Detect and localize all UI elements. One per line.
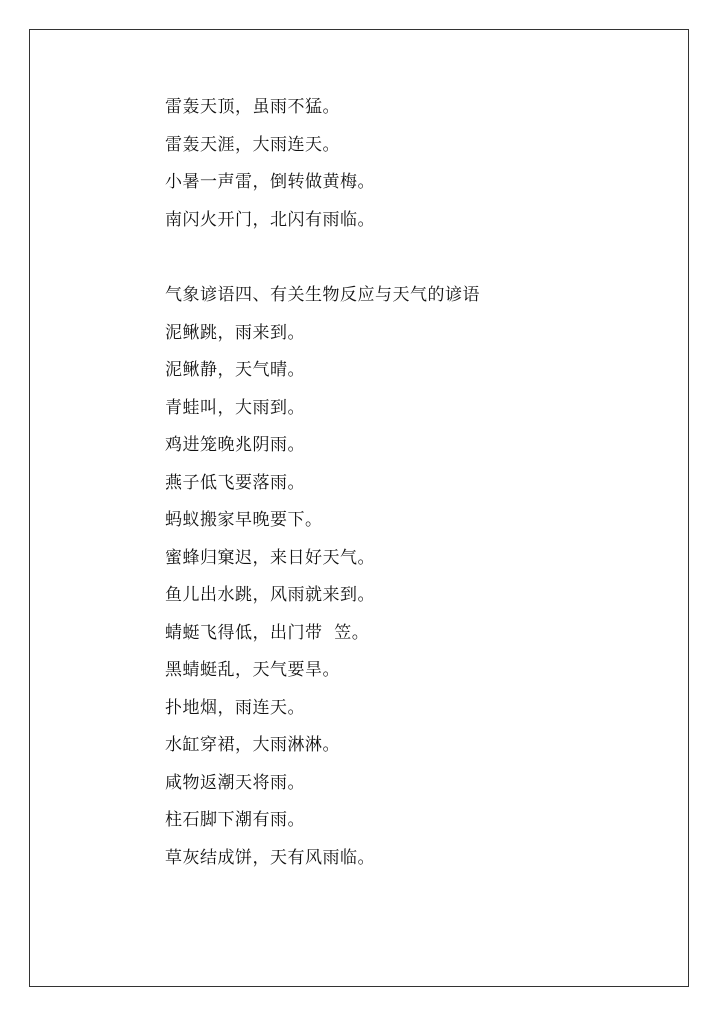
proverb-line: 水缸穿裙，大雨淋淋。 xyxy=(165,735,340,755)
proverb-line: 扑地烟，雨连天。 xyxy=(165,697,305,718)
document-body xyxy=(165,89,645,877)
proverb-line: 黑蜻蜓乱，天气要旱。 xyxy=(165,660,340,680)
proverb-line: 鸡进笼晚兆阴雨。 xyxy=(165,435,305,455)
proverb-line: 雷轰天涯，大雨连天。 xyxy=(165,134,340,155)
proverb-line: 小暑一声雷，倒转做黄梅。 xyxy=(165,172,375,192)
proverb-line: 柱石脚下潮有雨。 xyxy=(165,810,305,830)
proverb-line: 南闪火开门，北闪有雨临。 xyxy=(165,209,375,230)
proverb-line: 泥鳅静，天气晴。 xyxy=(165,360,305,380)
proverb-line: 蚂蚁搬家早晚要下。 xyxy=(165,510,323,530)
proverb-line: 雷轰天顶，虽雨不猛。 xyxy=(165,97,340,117)
proverb-line: 鱼儿出水跳，风雨就来到。 xyxy=(165,585,375,605)
proverb-line: 蜻蜓飞得低，出门带 笠。 xyxy=(165,622,370,643)
proverb-line: 草灰结成饼，天有风雨临。 xyxy=(165,847,375,868)
section-spacer xyxy=(165,239,645,277)
section-heading: 气象谚语四、有关生物反应与天气的谚语 xyxy=(165,285,480,305)
proverb-line: 咸物返潮天将雨。 xyxy=(165,772,305,793)
proverb-line: 蜜蜂归窠迟，来日好天气。 xyxy=(165,547,375,568)
proverb-line: 泥鳅跳，雨来到。 xyxy=(165,322,305,343)
proverb-line: 青蛙叫，大雨到。 xyxy=(165,397,305,418)
proverb-line: 燕子低飞要落雨。 xyxy=(165,472,305,493)
